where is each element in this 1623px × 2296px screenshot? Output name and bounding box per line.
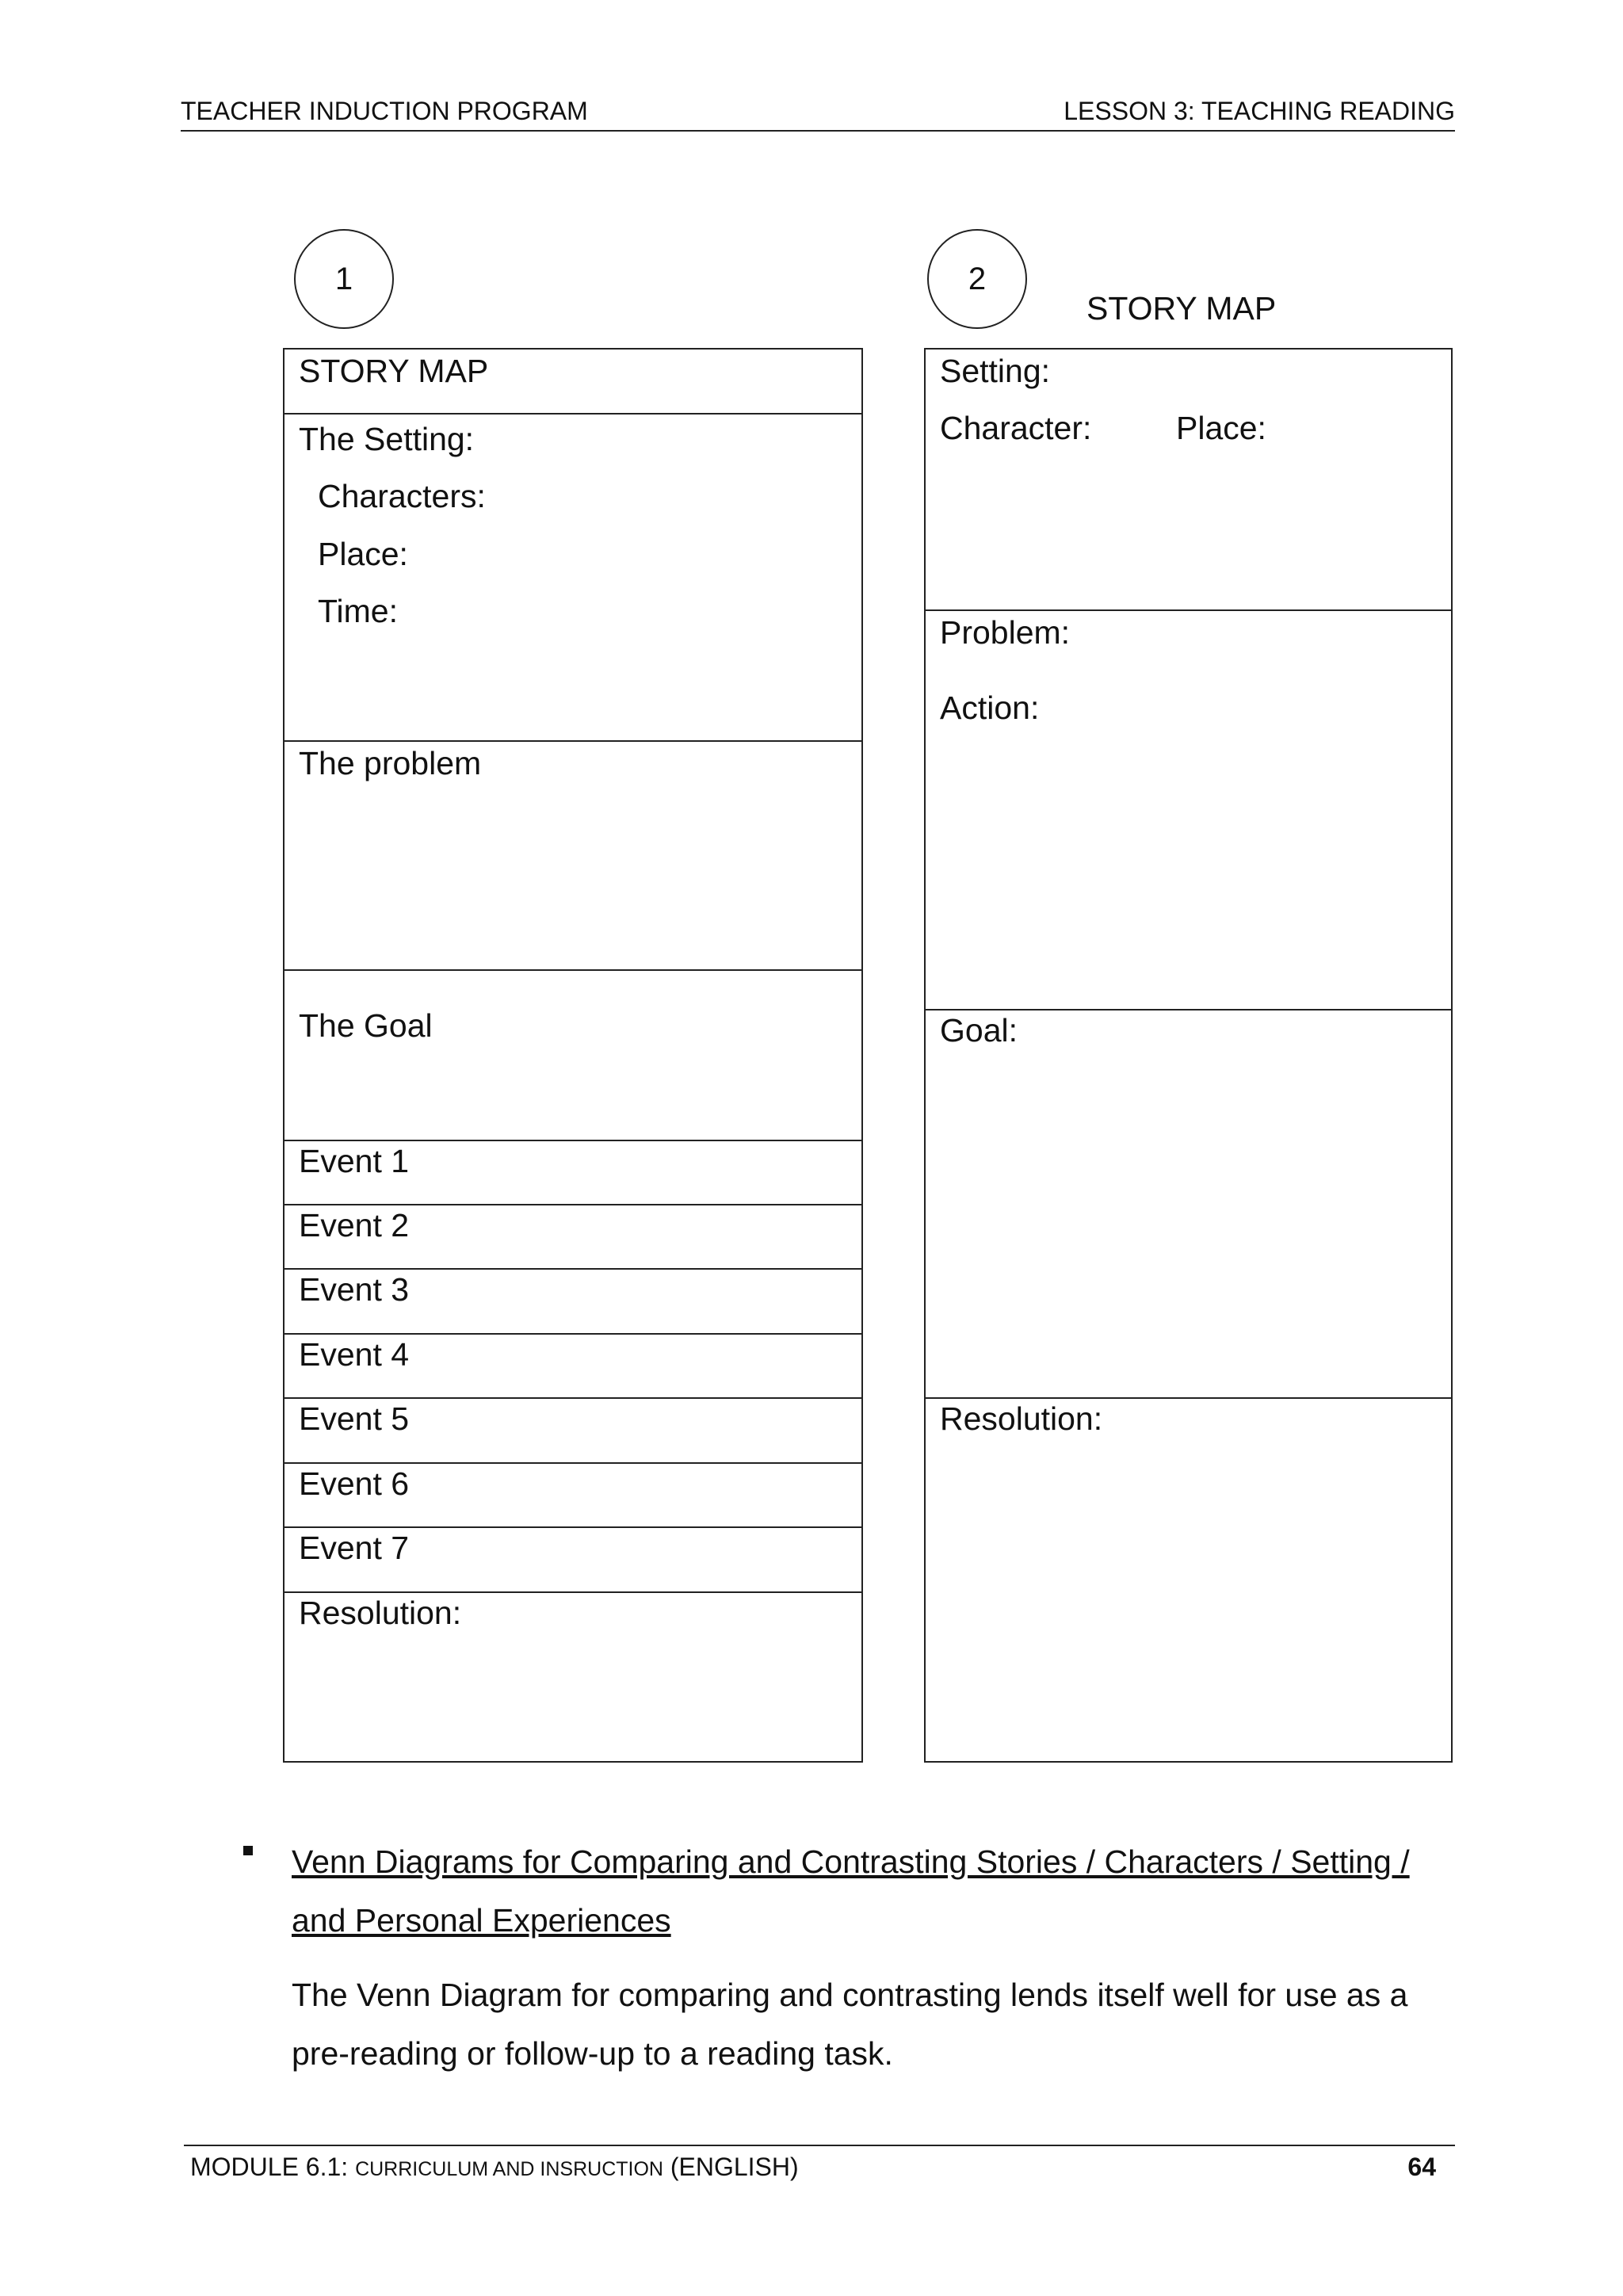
map1-event-label: Event 4 [299,1336,410,1373]
map2-place-label: Place: [1176,410,1266,446]
map2-number: 2 [968,261,987,296]
bullet-square-icon [243,1846,253,1855]
map1-setting-label: The Setting: [299,421,475,457]
map2-number-circle [927,229,1027,329]
map1-time-label: Time: [318,593,398,629]
map1-event-label: Event 1 [299,1143,410,1179]
module-prefix: MODULE 6.1: [190,2153,356,2181]
map1-resolution-row [285,1593,861,1764]
map1-event-row [285,1270,861,1335]
lesson-title: LESSON 3: TEACHING READING [1064,97,1455,125]
map2-title: STORY MAP [1086,290,1277,327]
map1-number: 1 [334,261,353,296]
map1-title: STORY MAP [299,353,489,389]
map1-goal-label: The Goal [299,1007,433,1044]
map2-character-label: Character: [940,410,1092,446]
map2-goal-label: Goal: [940,1012,1018,1049]
map1-event-label: Event 7 [299,1530,410,1566]
module-label [190,2153,799,2182]
module-name: CURRICULUM AND INSRUCTION [355,2158,663,2180]
map1-event-row [285,1399,861,1464]
module-suffix: (ENGLISH) [663,2153,799,2181]
map1-event-row [285,1205,861,1270]
map2-problem-label: Problem: [940,614,1071,651]
story-map-2 [924,348,1453,1763]
map1-event-row [285,1464,861,1528]
page-number: 64 [1407,2153,1436,2181]
map1-event-row [285,1335,861,1399]
map2-goal-row [926,1010,1451,1399]
map1-event-label: Event 5 [299,1400,410,1437]
map1-characters-label: Characters: [318,478,486,514]
map2-problem-row [926,611,1451,1010]
story-map-1 [283,348,863,1763]
venn-heading: Venn Diagrams for Comparing and Contrasting Stories / Characters / Setting / and Personal Experiences [292,1843,1410,1939]
map1-event-label: Event 6 [299,1465,410,1502]
map2-resolution-row [926,1399,1451,1764]
map1-resolution-label: Resolution: [299,1595,462,1631]
map2-setting-label: Setting: [940,353,1051,389]
map1-problem-row [285,742,861,971]
map2-resolution-label: Resolution: [940,1400,1103,1437]
map1-title-row [285,350,861,415]
map1-place-label: Place: [318,536,408,572]
map1-event-row [285,1528,861,1593]
map1-setting-row [285,415,861,742]
page-header [181,97,1455,132]
program-title: TEACHER INDUCTION PROGRAM [181,97,588,125]
map1-number-circle [294,229,394,329]
map1-event-label: Event 3 [299,1271,410,1308]
map2-setting-row [926,350,1451,611]
map1-event-row [285,1141,861,1205]
map1-event-label: Event 2 [299,1207,410,1244]
venn-body: The Venn Diagram for comparing and contrasting lends itself well for use as a pre-reading or follow-up to a reading task. [292,1977,1408,2072]
map1-problem-label: The problem [299,745,482,781]
page-footer [184,2145,1455,2184]
map2-action-label: Action: [940,690,1040,726]
map1-goal-row [285,971,861,1141]
